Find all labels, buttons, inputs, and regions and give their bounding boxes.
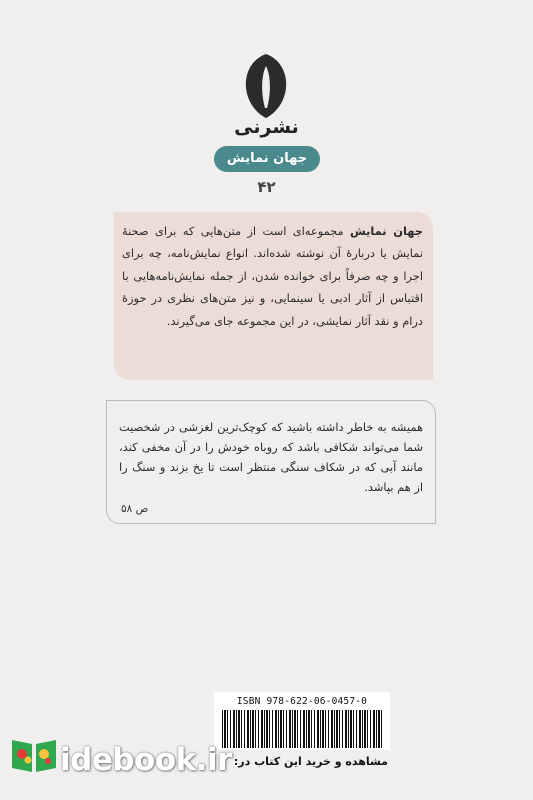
series-description-text: مجموعه‌ای است از متن‌هایی که برای صحنهٔ نمایش یا دربارهٔ آن نوشته شده‌اند. انواع نمایش‌نامه، چه برای اجرا و چه صرفاً برای خوانده شدن، از جمله نمایش‌نامه‌هایی با اقتباس از آثار ادبی یا سینمایی، و نیز متن‌های نظری در حوزهٔ درام و نقد آثار نمایشی، در این مجموعه جای می‌گیرند.: [122, 224, 423, 328]
isbn-number: ISBN 978-622-06-0457-0: [236, 696, 368, 707]
publisher-logo: [240, 52, 292, 126]
series-description-box: [114, 212, 433, 380]
open-book-icon: [8, 734, 60, 774]
quote-box: [106, 400, 436, 524]
publisher-name: نشرنی: [234, 116, 299, 138]
watermark-text: idebook.ir: [60, 742, 232, 778]
series-description-lead: جهان نمایش: [350, 224, 424, 238]
series-badge: جهان نمایش: [214, 146, 320, 172]
quote-text: همیشه به خاطر داشته باشید که کوچک‌ترین لغزشی در شخصیت شما می‌تواند شکافی باشد که روباه خودش را در آن مخفی کند، مانند آبی که در شکاف سنگی منتظر است تا یخ بزند و سنگ را از هم بپاشد.: [119, 420, 423, 494]
barcode: [222, 710, 382, 748]
series-number: ۴۲: [257, 178, 276, 196]
quote-page-reference: ص ۵۸: [121, 503, 149, 515]
buy-label: مشاهده و خرید این کتاب در:: [233, 755, 388, 768]
series-description: [122, 220, 423, 332]
